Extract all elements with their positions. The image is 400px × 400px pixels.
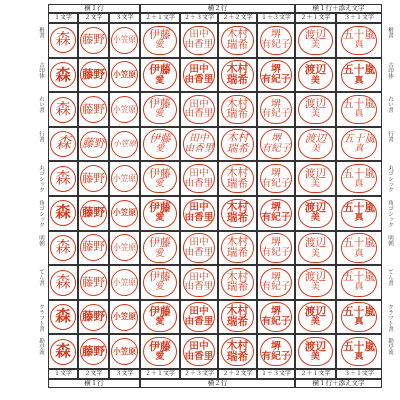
font-style-label-right: 丸ゴシック: [387, 165, 393, 193]
seal-text-line: 由香里: [184, 73, 214, 85]
seal-text-line: 小笠原: [112, 173, 137, 183]
seal-sample: [143, 60, 177, 90]
seal-text-line: 五十嵐: [342, 62, 376, 76]
seal-sample: [50, 235, 76, 261]
seal-sample: [80, 304, 107, 331]
seal-text-line: 愛: [155, 247, 165, 258]
seal-text-line: 愛: [155, 351, 165, 362]
seal-text-line: 木村: [226, 235, 249, 248]
seal-text-line: 渡辺: [304, 97, 327, 111]
column-header-bottom: ２＋１文字: [300, 370, 331, 377]
seal-text-line: 瑞希: [226, 280, 249, 294]
seal-text-line: 藤野: [82, 241, 105, 254]
seal-sample: [183, 129, 216, 159]
seal-text-line: 堺: [271, 271, 281, 283]
seal-text-line: 愛: [155, 40, 165, 51]
seal-sample: [221, 233, 254, 263]
column-header-bottom: ２文字: [84, 370, 103, 377]
seal-sample: [221, 268, 254, 298]
font-style-label-left: 勘亭流: [38, 338, 44, 355]
font-style-label-left: 行書: [38, 130, 44, 142]
column-header-bottom: ２＋１文字: [144, 370, 175, 377]
seal-text-line: 有紀子: [261, 212, 291, 224]
seal-text-line: 真: [354, 109, 364, 120]
seal-sample: [341, 164, 377, 194]
seal-sample: [221, 199, 254, 229]
seal-sample: [111, 27, 138, 54]
seal-text-line: 五十嵐: [342, 236, 376, 249]
seal-sample: [341, 95, 377, 125]
seal-text-line: 田中: [189, 340, 209, 352]
seal-text-line: 五十嵐: [342, 132, 376, 145]
seal-text-line: 瑞希: [226, 38, 249, 52]
seal-text-line: 五十嵐: [342, 270, 376, 284]
seal-text-line: 有紀子: [261, 281, 291, 293]
seal-sample: [50, 131, 76, 157]
seal-text-line: 木村: [226, 200, 249, 214]
font-style-label-left: クラフト書: [38, 303, 44, 332]
seal-sample: [80, 165, 107, 192]
seal-text-line: 渡辺: [304, 132, 327, 145]
seal-text-line: 五十嵐: [342, 166, 376, 180]
seal-text-line: 美: [310, 213, 321, 224]
seal-text-line: 森: [55, 307, 71, 326]
seal-text-line: 美: [310, 109, 321, 120]
font-style-label-left: 楷書: [38, 27, 44, 38]
seal-text-line: 瑞希: [226, 72, 249, 86]
seal-text-line: 小笠原: [112, 35, 137, 45]
seal-text-line: 小笠原: [112, 69, 137, 79]
seal-text-line: 五十嵐: [342, 339, 376, 353]
seal-text-line: 有紀子: [261, 39, 291, 51]
seal-text-line: 森: [55, 203, 71, 222]
seal-text-line: 森: [55, 64, 71, 84]
seal-sample: [80, 96, 107, 123]
seal-text-line: 堺: [271, 306, 281, 318]
seal-text-line: 愛: [155, 74, 165, 86]
seal-text-line: 小笠原: [112, 139, 137, 149]
seal-sample: [50, 304, 76, 330]
seal-text-line: 田中: [189, 271, 209, 283]
seal-text-line: 田中: [189, 202, 209, 214]
seal-sample: [111, 131, 138, 158]
seal-sample: [221, 60, 254, 90]
group-header-double-line: 横２行: [207, 4, 228, 12]
seal-text-line: 伊藤: [149, 270, 171, 284]
seal-text-line: 木村: [226, 61, 249, 75]
group-header-sub-character: 横１行＋添え文字: [312, 4, 365, 12]
seal-text-line: 伊藤: [149, 201, 171, 215]
seal-text-line: 藤野: [82, 67, 105, 82]
seal-text-line: 五十嵐: [342, 201, 376, 215]
font-style-label-left: 明朝: [38, 234, 44, 246]
seal-text-line: 渡辺: [304, 305, 327, 318]
seal-text-line: 瑞希: [226, 246, 249, 259]
seal-sample: [221, 95, 254, 125]
seal-sample: [260, 302, 293, 332]
seal-sample: [143, 302, 177, 332]
seal-text-line: 由香里: [184, 212, 214, 224]
seal-text-line: 藤野: [82, 170, 105, 185]
seal-text-line: 真: [354, 351, 364, 362]
seal-text-line: 伊藤: [149, 166, 171, 180]
font-style-label-right: 明朝: [387, 234, 393, 246]
seal-text-line: 愛: [155, 178, 165, 189]
seal-text-line: 藤野: [82, 343, 105, 358]
seal-text-line: 渡辺: [304, 28, 327, 42]
seal-text-line: 由香里: [184, 177, 214, 189]
seal-sample: [50, 339, 76, 365]
column-header: １＋３文字: [260, 14, 291, 21]
seal-text-line: 堺: [271, 202, 281, 214]
seal-text-line: 田中: [189, 98, 209, 110]
seal-text-line: 美: [310, 74, 321, 86]
seal-sample: [298, 337, 332, 367]
seal-text-line: 由香里: [184, 108, 214, 120]
seal-text-line: 伊藤: [149, 132, 171, 145]
seal-text-line: 渡辺: [304, 270, 327, 284]
seal-text-line: 森: [55, 99, 71, 118]
seal-text-line: 田中: [189, 167, 209, 179]
seal-text-line: 由香里: [184, 143, 214, 155]
seal-sample: [143, 268, 177, 298]
seal-text-line: 堺: [271, 29, 281, 41]
column-header-bottom: １＋３文字: [260, 370, 291, 377]
seal-sample: [260, 129, 293, 159]
seal-text-line: 有紀子: [261, 350, 291, 362]
seal-sample: [50, 270, 76, 296]
column-header-bottom: １文字: [53, 370, 72, 377]
font-style-label-left: 古印体: [38, 61, 44, 79]
seal-sample: [298, 233, 332, 263]
seal-text-line: 美: [310, 178, 321, 189]
seal-sample: [143, 95, 177, 125]
group-header-single-line-bottom: 横１行: [84, 379, 104, 387]
seal-sample: [260, 199, 293, 229]
font-style-label-right: クラフト書: [387, 303, 393, 332]
seal-text-line: 瑞希: [226, 142, 249, 156]
font-style-label-left: れい書: [38, 96, 44, 113]
seal-sample: [111, 96, 138, 123]
seal-sample: [183, 302, 216, 332]
seal-sample: [80, 269, 107, 296]
seal-sample: [298, 129, 332, 159]
seal-text-line: 美: [310, 40, 321, 51]
seal-text-line: 渡辺: [304, 339, 327, 353]
seal-text-line: 森: [55, 272, 71, 291]
seal-sample: [298, 302, 332, 332]
seal-sample: [50, 166, 76, 192]
seal-text-line: 真: [354, 247, 364, 258]
seal-sample: [341, 199, 377, 229]
column-header-bottom: ２＋３文字: [183, 370, 214, 377]
seal-text-line: 森: [55, 168, 71, 187]
seal-text-line: 木村: [226, 338, 249, 352]
seal-sample: [298, 60, 332, 90]
seal-text-line: 森: [55, 30, 71, 49]
seal-text-line: 渡辺: [304, 201, 327, 215]
column-header: ２＋１文字: [300, 14, 331, 21]
seal-text-line: 森: [55, 134, 71, 153]
seal-text-line: 藤野: [82, 205, 105, 220]
seal-text-line: 由香里: [184, 350, 214, 362]
seal-text-line: 美: [310, 143, 321, 154]
column-header: ２文字: [84, 14, 103, 21]
seal-sample: [143, 129, 177, 159]
seal-text-line: 伊藤: [149, 339, 171, 353]
seal-text-line: 真: [354, 74, 364, 86]
seal-text-line: 渡辺: [304, 166, 327, 180]
seal-sample: [183, 233, 216, 263]
seal-text-line: 木村: [226, 96, 249, 110]
seal-text-line: 有紀子: [261, 316, 291, 328]
seal-sample: [298, 268, 332, 298]
seal-text-line: 田中: [189, 306, 209, 318]
seal-text-line: 堺: [271, 133, 281, 145]
seal-text-line: 愛: [155, 282, 165, 293]
seal-text-line: 愛: [155, 316, 165, 327]
seal-text-line: 有紀子: [261, 108, 291, 120]
font-style-label-right: 行書: [387, 130, 393, 142]
seal-sample: [341, 302, 377, 332]
seal-text-line: 五十嵐: [342, 305, 376, 318]
group-header-sub-character-bottom: 横１行＋添え文字: [312, 379, 365, 387]
seal-text-line: 美: [310, 247, 321, 258]
seal-text-line: 木村: [226, 131, 249, 145]
seal-sample: [260, 233, 293, 263]
seal-text-line: 愛: [155, 213, 165, 224]
seal-sample: [341, 337, 377, 367]
group-header-single-line: 横１行: [84, 4, 104, 12]
seal-sample: [111, 165, 138, 192]
seal-sample: [111, 200, 138, 227]
column-header: １文字: [53, 14, 72, 21]
font-style-label-left: 丸ゴシック: [38, 165, 44, 193]
seal-sample: [111, 269, 138, 296]
seal-sample: [80, 131, 107, 158]
font-style-label-right: れい書: [387, 96, 393, 113]
seal-sample: [143, 26, 177, 56]
seal-text-line: 由香里: [184, 246, 214, 258]
seal-text-line: 伊藤: [149, 305, 171, 318]
seal-sample: [221, 302, 254, 332]
seal-sample: [143, 337, 177, 367]
seal-sample: [298, 26, 332, 56]
column-header: ２＋１文字: [144, 14, 175, 21]
seal-text-line: 渡辺: [304, 236, 327, 249]
seal-text-line: 瑞希: [226, 176, 249, 190]
seal-sample: [80, 200, 107, 227]
seal-text-line: 由香里: [184, 281, 214, 293]
seal-sample: [298, 199, 332, 229]
seal-sample: [80, 27, 107, 54]
seal-text-line: 真: [354, 143, 364, 154]
seal-text-line: 五十嵐: [342, 97, 376, 111]
seal-sample: [80, 338, 107, 365]
seal-sample: [260, 268, 293, 298]
seal-text-line: 愛: [155, 143, 165, 154]
seal-text-line: 藤野: [82, 274, 105, 289]
seal-sample: [221, 129, 254, 159]
seal-sample: [183, 95, 216, 125]
seal-sample: [298, 164, 332, 194]
seal-text-line: 堺: [271, 64, 281, 75]
seal-sample: [341, 233, 377, 263]
seal-sample: [143, 164, 177, 194]
seal-sample: [183, 199, 216, 229]
font-style-label-left: てん書: [38, 269, 44, 286]
seal-text-line: 五十嵐: [342, 28, 376, 42]
seal-text-line: 小笠原: [112, 208, 137, 218]
font-style-label-right: 角ゴシック: [387, 200, 393, 228]
seal-text-line: 伊藤: [149, 62, 171, 76]
seal-text-line: 田中: [189, 64, 209, 75]
seal-text-line: 田中: [189, 237, 209, 248]
seal-text-line: 木村: [226, 304, 249, 318]
seal-text-line: 愛: [155, 109, 165, 120]
seal-text-line: 有紀子: [261, 143, 291, 155]
seal-sample: [221, 337, 254, 367]
seal-sample: [183, 26, 216, 56]
column-header: ３文字: [115, 14, 134, 21]
font-style-label-left: 角ゴシック: [38, 200, 44, 228]
seal-text-line: 田中: [189, 29, 209, 41]
seal-text-line: 由香里: [184, 316, 214, 328]
seal-sample: [260, 26, 293, 56]
seal-text-line: 瑞希: [226, 349, 249, 363]
seal-text-line: 堺: [271, 98, 281, 110]
seal-sample: [143, 233, 177, 263]
seal-sample: [341, 26, 377, 56]
seal-text-line: 真: [354, 178, 364, 189]
seal-text-line: 藤野: [82, 101, 105, 116]
seal-text-line: 伊藤: [149, 28, 171, 42]
seal-sample: [50, 62, 76, 88]
seal-text-line: 美: [310, 351, 321, 362]
seal-text-line: 小笠原: [112, 312, 137, 322]
seal-text-line: 有紀子: [261, 177, 291, 189]
seal-text-line: 有紀子: [261, 73, 291, 85]
seal-text-line: 森: [55, 238, 71, 256]
seal-sample: [341, 60, 377, 90]
seal-text-line: 小笠原: [112, 242, 137, 252]
font-style-label-right: 古印体: [387, 61, 393, 79]
column-header: ２＋３文字: [183, 14, 214, 21]
seal-sample: [298, 95, 332, 125]
seal-sample: [260, 60, 293, 90]
group-header-double-line-bottom: 横２行: [207, 379, 228, 387]
seal-text-line: 堺: [271, 237, 281, 248]
seal-sample: [111, 304, 138, 331]
seal-text-line: 藤野: [82, 32, 105, 47]
column-header: ３＋１文字: [343, 14, 374, 21]
seal-text-line: 小笠原: [112, 277, 137, 287]
seal-sample: [221, 164, 254, 194]
seal-text-line: 堺: [271, 167, 281, 179]
seal-text-line: 田中: [189, 133, 209, 145]
seal-text-line: 瑞希: [226, 315, 249, 329]
seal-sample: [260, 95, 293, 125]
seal-text-line: 木村: [226, 165, 249, 179]
seal-text-line: 堺: [271, 340, 281, 352]
seal-text-line: 木村: [226, 27, 249, 41]
seal-text-line: 小笠原: [112, 104, 137, 114]
seal-sample: [183, 268, 216, 298]
seal-text-line: 瑞希: [226, 107, 249, 121]
seal-text-line: 真: [354, 40, 364, 51]
seal-text-line: 真: [354, 213, 364, 224]
seal-sample: [50, 97, 76, 123]
seal-text-line: 小笠原: [112, 346, 137, 356]
column-header: ２＋２文字: [222, 14, 253, 21]
seal-text-line: 伊藤: [149, 97, 171, 111]
seal-sample: [111, 338, 138, 365]
column-header-bottom: ３＋１文字: [343, 370, 374, 377]
seal-text-line: 有紀子: [261, 246, 291, 258]
seal-text-line: 真: [354, 282, 364, 293]
seal-text-line: 渡辺: [304, 62, 327, 76]
seal-text-line: 藤野: [82, 136, 105, 151]
seal-text-line: 森: [55, 341, 71, 360]
font-style-label-right: 楷書: [387, 27, 393, 38]
seal-text-line: 伊藤: [149, 236, 171, 249]
seal-text-line: 真: [354, 316, 364, 327]
font-style-label-right: てん書: [387, 269, 393, 286]
seal-sample: [221, 26, 254, 56]
column-header-bottom: ２＋２文字: [222, 370, 253, 377]
seal-sample: [183, 60, 216, 90]
seal-sample: [143, 199, 177, 229]
column-header-bottom: ３文字: [115, 370, 134, 377]
seal-text-line: 瑞希: [226, 211, 249, 225]
seal-text-line: 美: [310, 316, 321, 327]
seal-text-line: 木村: [226, 269, 249, 283]
font-style-label-right: 勘亭流: [387, 338, 393, 355]
seal-sample: [341, 129, 377, 159]
seal-text-line: 藤野: [82, 309, 105, 324]
seal-text-line: 美: [310, 282, 321, 293]
seal-sample: [341, 268, 377, 298]
seal-text-line: 由香里: [184, 39, 214, 51]
